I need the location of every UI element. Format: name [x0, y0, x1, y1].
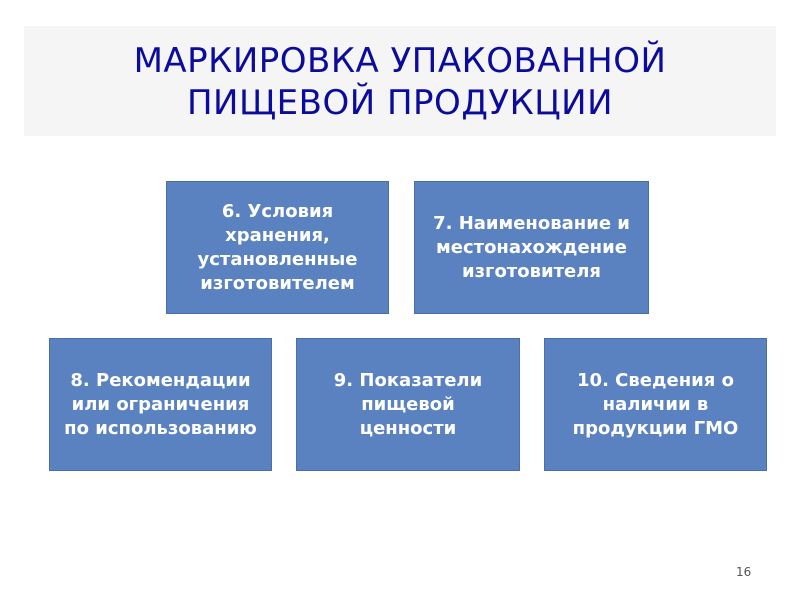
slide-title-line-2: ПИЩЕВОЙ ПРОДУКЦИИ — [186, 83, 613, 123]
box-manufacturer-name-location-text: 7. Наименование и местонахождение изготовителя — [433, 212, 630, 282]
box-storage-conditions — [166, 181, 389, 314]
box-storage-conditions-text: 6. Условия хранения, установленные изготовителем — [197, 200, 358, 294]
box-nutritional-value — [296, 338, 520, 471]
slide-title-line-1: МАРКИРОВКА УПАКОВАННОЙ — [133, 41, 667, 81]
box-usage-recommendations — [49, 338, 272, 471]
box-nutritional-value-text: 9. Показатели пищевой ценности — [333, 369, 483, 439]
box-gmo-information-text: 10. Сведения о наличии в продукции ГМО — [572, 369, 739, 439]
box-usage-recommendations-text: 8. Рекомендации или ограничения по использованию — [64, 369, 257, 439]
box-gmo-information — [544, 338, 767, 471]
page-number: 16 — [736, 565, 752, 579]
slide-title — [0, 40, 800, 124]
box-manufacturer-name-location — [414, 181, 649, 314]
